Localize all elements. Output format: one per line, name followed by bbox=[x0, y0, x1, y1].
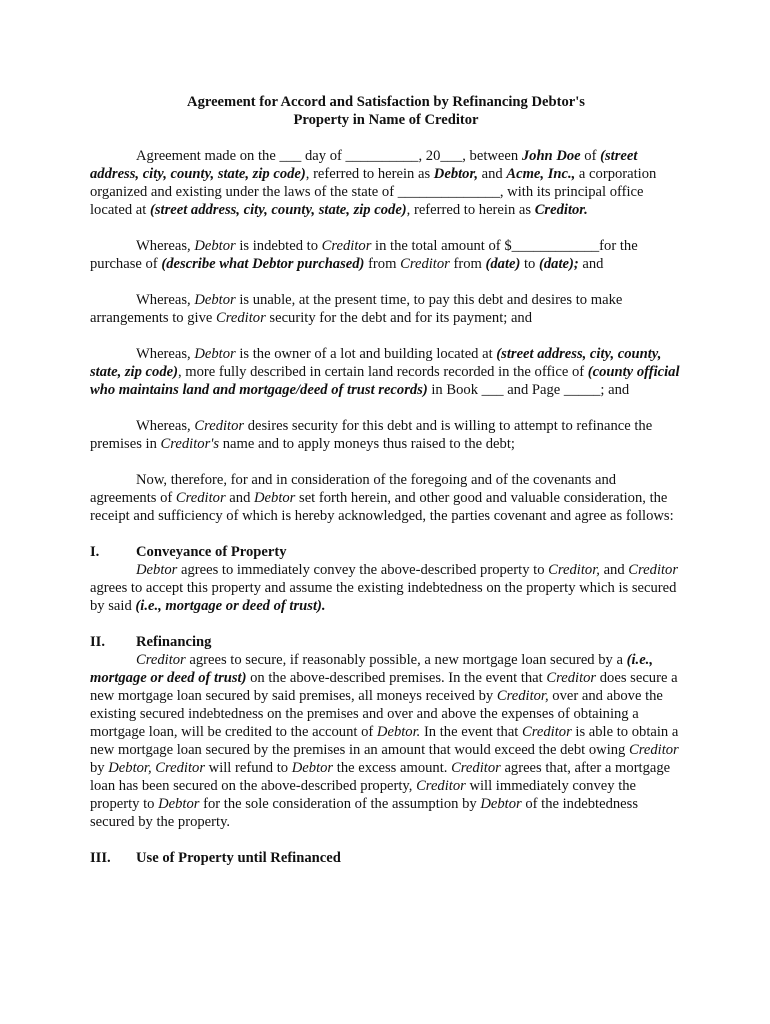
section-heading: III. Use of Property until Refinanced bbox=[90, 850, 341, 866]
document-page bbox=[90, 93, 682, 867]
section-heading: II. Refinancing bbox=[90, 634, 212, 650]
title-line-1: Agreement for Accord and Satisfaction by Refinancing Debtor's bbox=[187, 94, 585, 110]
section-conveyance bbox=[90, 543, 682, 615]
section-number: I. bbox=[90, 544, 100, 560]
section-refinancing bbox=[90, 633, 682, 831]
document-title bbox=[90, 93, 682, 129]
whereas-paragraph-security: Whereas, Creditor desires security for this debt and is willing to attempt to refinance the premises in Creditor's name and to apply moneys thus raised to the debt; bbox=[90, 418, 653, 452]
section-number: II. bbox=[90, 634, 106, 650]
now-therefore-paragraph: Now, therefore, for and in consideration of the foregoing and of the covenants and agreements of Creditor and Debtor set forth herein, and other good and valuable consideration, the receipt and sufficiency of which is hereby acknowledged, the parties covenant and agree as follows: bbox=[90, 472, 674, 524]
section-body: Debtor agrees to immediately convey the above-described property to Creditor, and Creditor agrees to accept this property and assume the existing indebtedness on the property which is secured by said (i.e., mortgage or deed of trust). bbox=[90, 562, 679, 614]
section-number: III. bbox=[90, 850, 111, 866]
section-body: Creditor agrees to secure, if reasonably possible, a new mortgage loan secured by a (i.e., mortgage or deed of trust) on the above-described premises. In the event that Creditor does secure a new mortgage loan secured by said premises, all moneys received by Creditor, over and above the existing secured indebtedness on the premises and over and above the expenses of obtaining a mortgage loan, will be credited to the account of Debtor. In the event that Creditor is able to obtain a new mortgage loan secured by the premises in an amount that would exceed the debt owing Creditor by Debtor, Creditor will refund to Debtor the excess amount. Creditor agrees that, after a mortgage loan has been secured on the above-described property, Creditor will immediately convey the property to Debtor for the sole consideration of the assumption by Debtor of the indebtedness secured by the property. bbox=[90, 652, 679, 830]
title-line-2: Property in Name of Creditor bbox=[293, 112, 479, 128]
whereas-paragraph-unable: Whereas, Debtor is unable, at the present time, to pay this debt and desires to make arrangements to give Creditor security for the debt and for its payment; and bbox=[90, 292, 623, 326]
section-heading: I. Conveyance of Property bbox=[90, 544, 287, 560]
preamble-paragraph: Agreement made on the ___ day of __________, 20___, between John Doe of (street address, city, county, state, zip code), referred to herein as Debtor, and Acme, Inc., a corporation organized and existing under the laws of the state of ______________, with its principal office located at (street address, city, county, state, zip code), referred to herein as Creditor. bbox=[90, 148, 657, 218]
section-use-of-property bbox=[90, 849, 682, 867]
whereas-paragraph-owner: Whereas, Debtor is the owner of a lot and building located at (street address, city, county, state, zip code), more fully described in certain land records recorded in the office of (county official who maintains land and mortgage/deed of trust records) in Book ___ and Page _____; and bbox=[90, 346, 680, 398]
whereas-paragraph-debt: Whereas, Debtor is indebted to Creditor in the total amount of $____________for the purchase of (describe what Debtor purchased) from Creditor from (date) to (date); and bbox=[90, 238, 638, 272]
